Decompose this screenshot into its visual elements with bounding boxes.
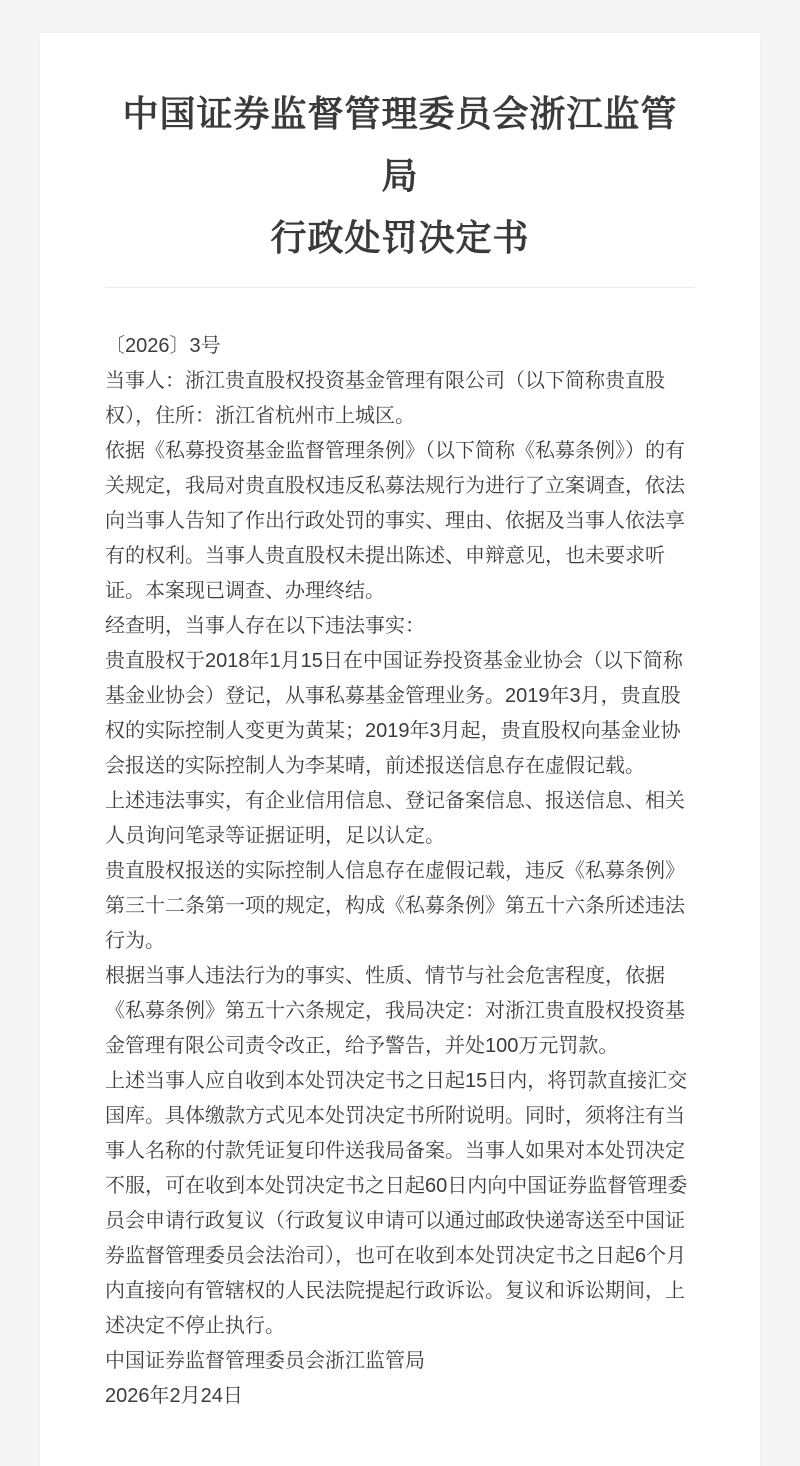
decision-paragraph: 根据当事人违法行为的事实、性质、情节与社会危害程度，依据《私募条例》第五十六条规定，我局决定：对浙江贵直股权投资基金管理有限公司责令改正，给予警告，并处100万元罚款。	[105, 965, 685, 1057]
issue-date: 2026年2月24日	[105, 1385, 243, 1407]
page-background	[0, 33, 800, 1459]
document-title	[105, 83, 695, 269]
party-info-paragraph: 当事人：浙江贵直股权投资基金管理有限公司（以下简称贵直股权），住所：浙江省杭州市上城区。	[105, 370, 665, 427]
document-body	[105, 329, 695, 1414]
facts-paragraph: 贵直股权于2018年1月15日在中国证券投资基金业协会（以下简称基金业协会）登记，从事私募基金管理业务。2019年3月，贵直股权的实际控制人变更为黄某；2019年3月起，贵直股权向基金业协会报送的实际控制人为李某晴，前述报送信息存在虚假记载。	[105, 650, 683, 777]
document-card	[40, 33, 760, 1466]
findings-intro-paragraph: 经查明，当事人存在以下违法事实：	[105, 615, 425, 637]
payment-appeal-paragraph: 上述当事人应自收到本处罚决定书之日起15日内，将罚款直接汇交国库。具体缴款方式见本处罚决定书所附说明。同时，须将注有当事人名称的付款凭证复印件送我局备案。当事人如果对本处罚决定不服，可在收到本处罚决定书之日起60日内向中国证券监督管理委员会申请行政复议（行政复议申请可以通过邮政快递寄送至中国证券监督管理委员会法治司），也可在收到本处罚决定书之日起6个月内直接向有管辖权的人民法院提起行政诉讼。复议和诉讼期间，上述决定不停止执行。	[105, 1070, 688, 1337]
case-number: 〔2026〕3号	[105, 335, 221, 357]
evidence-paragraph: 上述违法事实，有企业信用信息、登记备案信息、报送信息、相关人员询问笔录等证据证明，足以认定。	[105, 790, 685, 847]
investigation-basis-paragraph: 依据《私募投资基金监督管理条例》（以下简称《私募条例》）的有关规定，我局对贵直股权违反私募法规行为进行了立案调查，依法向当事人告知了作出行政处罚的事实、理由、依据及当事人依法享有的权利。当事人贵直股权未提出陈述、申辩意见，也未要求听证。本案现已调查、办理终结。	[105, 440, 685, 602]
violation-paragraph: 贵直股权报送的实际控制人信息存在虚假记载，违反《私募条例》第三十二条第一项的规定，构成《私募条例》第五十六条所述违法行为。	[105, 860, 685, 952]
document-title-line-2: 行政处罚决定书	[270, 217, 530, 258]
issuer-signature: 中国证券监督管理委员会浙江监管局	[105, 1350, 425, 1372]
title-divider	[105, 287, 695, 288]
document-title-line-1: 中国证券监督管理委员会浙江监管局	[122, 93, 678, 196]
